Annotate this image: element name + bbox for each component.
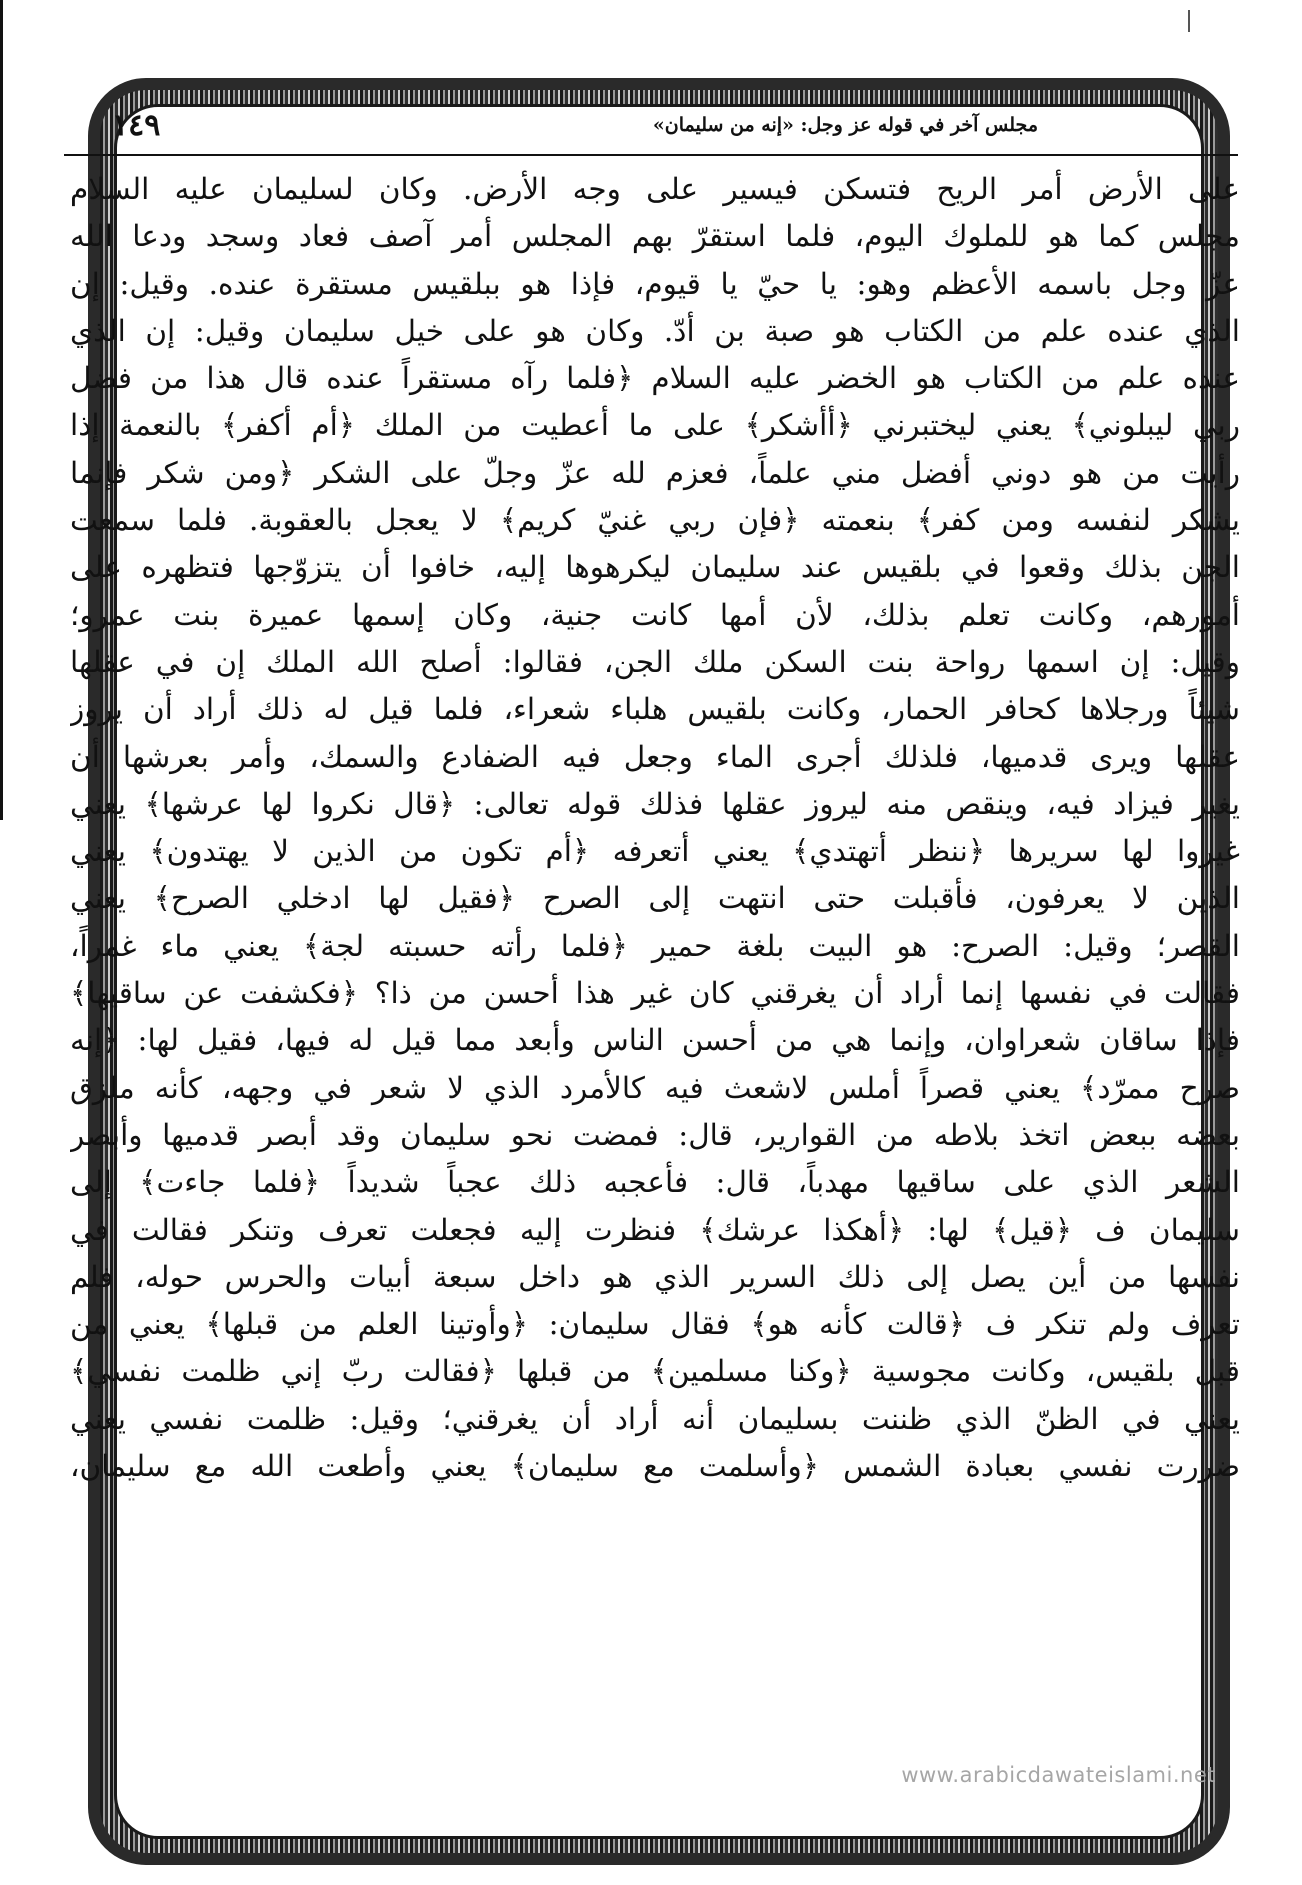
- text-line: فقالت في نفسها إنما أراد أن يغرقني كان غير هذا أحسن من ذا؟ ﴿فكشفت عن ساقيها﴾: [70, 976, 1240, 1011]
- text-line: رأيت من هو دوني أفضل مني علماً، فعزم لله عزّ وجلّ على الشكر ﴿ومن شكر فإنما: [70, 455, 1240, 490]
- text-line: عقلها ويرى قدميها، فلذلك أجرى الماء وجعل فيه الضفادع والسمك، وأمر بعرشها أن: [70, 739, 1240, 774]
- text-line: يغير فيزاد فيه، وينقص منه ليروز عقلها فذلك قوله تعالى: ﴿قال نكروا لها عرشها﴾ يعني: [70, 786, 1240, 821]
- text-line: الشعر الذي على ساقيها مهدباً، قال: فأعجبه ذلك عجباً شديداً ﴿فلما جاءت﴾ إلى: [70, 1165, 1240, 1200]
- text-line: سليمان ف ﴿قيل﴾ لها: ﴿أهكذا عرشك﴾ فنظرت إليه فجعلت تعرف وتنكر فقالت في: [70, 1212, 1240, 1247]
- text-line: القصر؛ وقيل: الصرح: هو البيت بلغة حمير ﴿فلما رأته حسبته لجة﴾ يعني ماء غمراً،: [70, 928, 1240, 963]
- text-line: أمورهم، وكانت تعلم بذلك، لأن أمها كانت جنية، وكان إسمها عميرة بنت عمرو؛: [70, 597, 1240, 632]
- text-line: الجن بذلك وقعوا في بلقيس عند سليمان ليكرهوها إليه، خافوا أن يتزوّجها فتظهره على: [70, 550, 1240, 585]
- scan-corner-mark: [1188, 10, 1190, 32]
- text-line: الذي عنده علم من الكتاب هو صبة بن أدّ. وكان هو على خيل سليمان وقيل: إن الذي: [70, 313, 1240, 348]
- text-line: على الأرض أمر الريح فتسكن فيسير على وجه الأرض. وكان لسليمان عليه السلام: [70, 172, 1240, 206]
- body-text: [70, 166, 1240, 1490]
- text-line: عنده علم من الكتاب هو الخضر عليه السلام ﴿فلما رآه مستقراً عنده قال هذا من فضل: [70, 361, 1240, 396]
- page-header: [64, 108, 1238, 156]
- text-line: مجلس كما هو للملوك اليوم، فلما استقرّ بهم المجلس أمر آصف فعاد وسجد ودعا الله: [70, 219, 1240, 254]
- page-number: ١٤٩: [112, 108, 161, 143]
- scan-edge-line: [0, 0, 3, 820]
- text-line: الذين لا يعرفون، فأقبلت حتى انتهت إلى الصرح ﴿فقيل لها ادخلي الصرح﴾ يعني: [70, 881, 1240, 916]
- text-line: عزّ وجل باسمه الأعظم وهو: يا حيّ يا قيوم، فإذا هو ببلقيس مستقرة عنده. وقيل: إن: [70, 266, 1240, 301]
- text-line: شيئاً ورجلاها كحافر الحمار، وكانت بلقيس هلباء شعراء، فلما قيل له ذلك أراد أن يروز: [70, 692, 1240, 727]
- running-title: مجلس آخر في قوله عز وجل: «إنه من سليمان»: [652, 114, 1038, 136]
- watermark-url: www.arabicdawateislami.net: [901, 1763, 1216, 1787]
- text-line: يشكر لنفسه ومن كفر﴾ بنعمته ﴿فإن ربي غنيّ كريم﴾ لا يعجل بالعقوبة. فلما سمعت: [70, 503, 1240, 538]
- text-line: بعضه ببعض اتخذ بلاطه من القوارير، قال: فمضت نحو سليمان وقد أبصر قدميها وأبصر: [70, 1117, 1240, 1152]
- text-line: نفسها من أين يصل إلى ذلك السرير الذي هو داخل سبعة أبيات والحرس حوله، فلم: [70, 1259, 1240, 1294]
- text-line: صرح ممرّد﴾ يعني قصراً أملس لاشعث فيه كالأمرد الذي لا شعر في وجهه، كأنه ملزق: [70, 1070, 1240, 1105]
- text-line: فإذا ساقان شعراوان، وإنما هي من أحسن الناس وأبعد مما قيل له فيها، فقيل لها: ﴿إنه: [70, 1023, 1240, 1058]
- text-line: تعرف ولم تنكر ف ﴿قالت كأنه هو﴾ فقال سليمان: ﴿وأوتينا العلم من قبلها﴾ يعني من: [70, 1307, 1240, 1342]
- text-line: يعني في الظنّ الذي ظننت بسليمان أنه أراد أن يغرقني؛ وقيل: ظلمت نفسي يعني: [70, 1401, 1240, 1436]
- text-line: ربي ليبلوني﴾ يعني ليختبرني ﴿أأشكر﴾ على ما أعطيت من الملك ﴿أم أكفر﴾ بالنعمة إذا: [70, 408, 1240, 443]
- text-line: غيروا لها سريرها ﴿ننظر أتهتدي﴾ يعني أتعرفه ﴿أم تكون من الذين لا يهتدون﴾ يعني: [70, 834, 1240, 869]
- text-line: قبل بلقيس، وكانت مجوسية ﴿وكنا مسلمين﴾ من قبلها ﴿فقالت ربّ إني ظلمت نفسي﴾: [70, 1354, 1240, 1389]
- text-line: ضررت نفسي بعبادة الشمس ﴿وأسلمت مع سليمان﴾ يعني وأطعت الله مع سليمان،: [70, 1449, 1240, 1484]
- text-line: وقيل: إن اسمها رواحة بنت السكن ملك الجن، فقالوا: أصلح الله الملك إن في عقلها: [70, 644, 1240, 679]
